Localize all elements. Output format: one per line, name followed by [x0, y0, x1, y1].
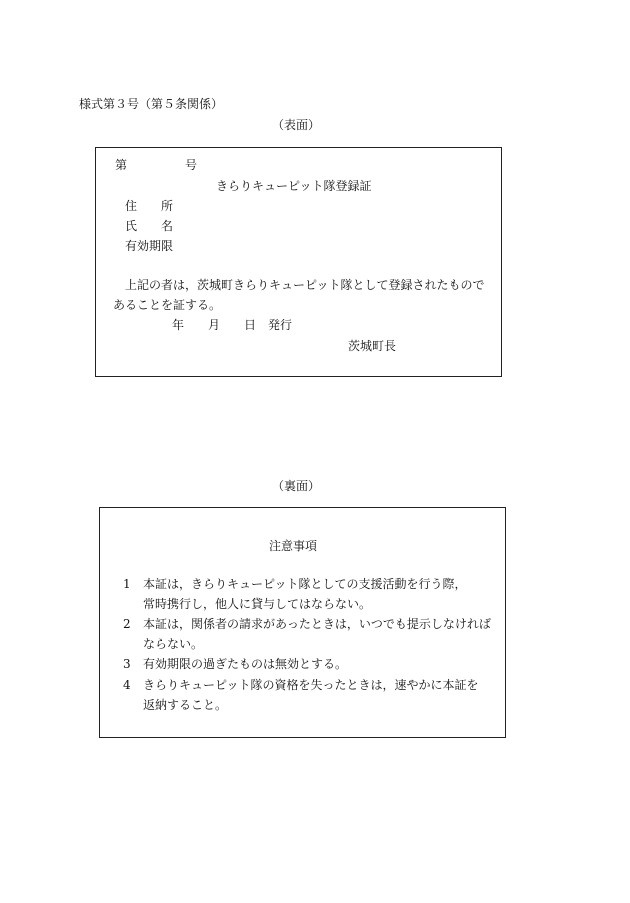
note-text: 有効期限の過ぎたものは無効とする。: [143, 657, 348, 671]
expiry-label: 有効期限: [125, 239, 174, 253]
note-text: 返納すること。: [143, 698, 228, 712]
statement-line-2: あることを証する。: [113, 298, 222, 312]
back-card: [99, 507, 506, 738]
number-suffix: 号: [185, 158, 198, 172]
notes-heading: 注意事項: [269, 539, 318, 553]
front-label: （表面）: [272, 118, 321, 132]
note-number: 4: [123, 678, 131, 692]
card-heading: きらりキューピット隊登録証: [216, 179, 372, 193]
note-text: 本証は，関係者の請求があったときは，いつでも提示しなければ: [143, 617, 491, 631]
note-text: 常時携行し，他人に貸与してはならない。: [143, 597, 372, 611]
note-text: きらりキューピット隊の資格を失ったときは，速やかに本証を: [143, 678, 479, 692]
note-number: 1: [123, 577, 131, 591]
back-label: （裏面）: [272, 479, 321, 493]
note-text: 本証は，きらりキューピット隊としての支援活動を行う際，: [143, 577, 467, 591]
number-prefix: 第: [115, 158, 128, 172]
issue-date: 年 月 日 発行: [172, 318, 293, 332]
note-number: 3: [123, 657, 131, 671]
address-label: 住 所: [125, 199, 174, 213]
note-text: ならない。: [143, 637, 204, 651]
note-number: 2: [123, 617, 131, 631]
front-card: [95, 147, 502, 377]
name-label: 氏 名: [125, 219, 174, 233]
statement-line-1: 上記の者は，茨城町きらりキューピット隊として登録されたもので: [125, 278, 485, 292]
form-title: 様式第３号（第５条関係）: [79, 97, 224, 111]
issuer: 茨城町長: [348, 339, 397, 353]
